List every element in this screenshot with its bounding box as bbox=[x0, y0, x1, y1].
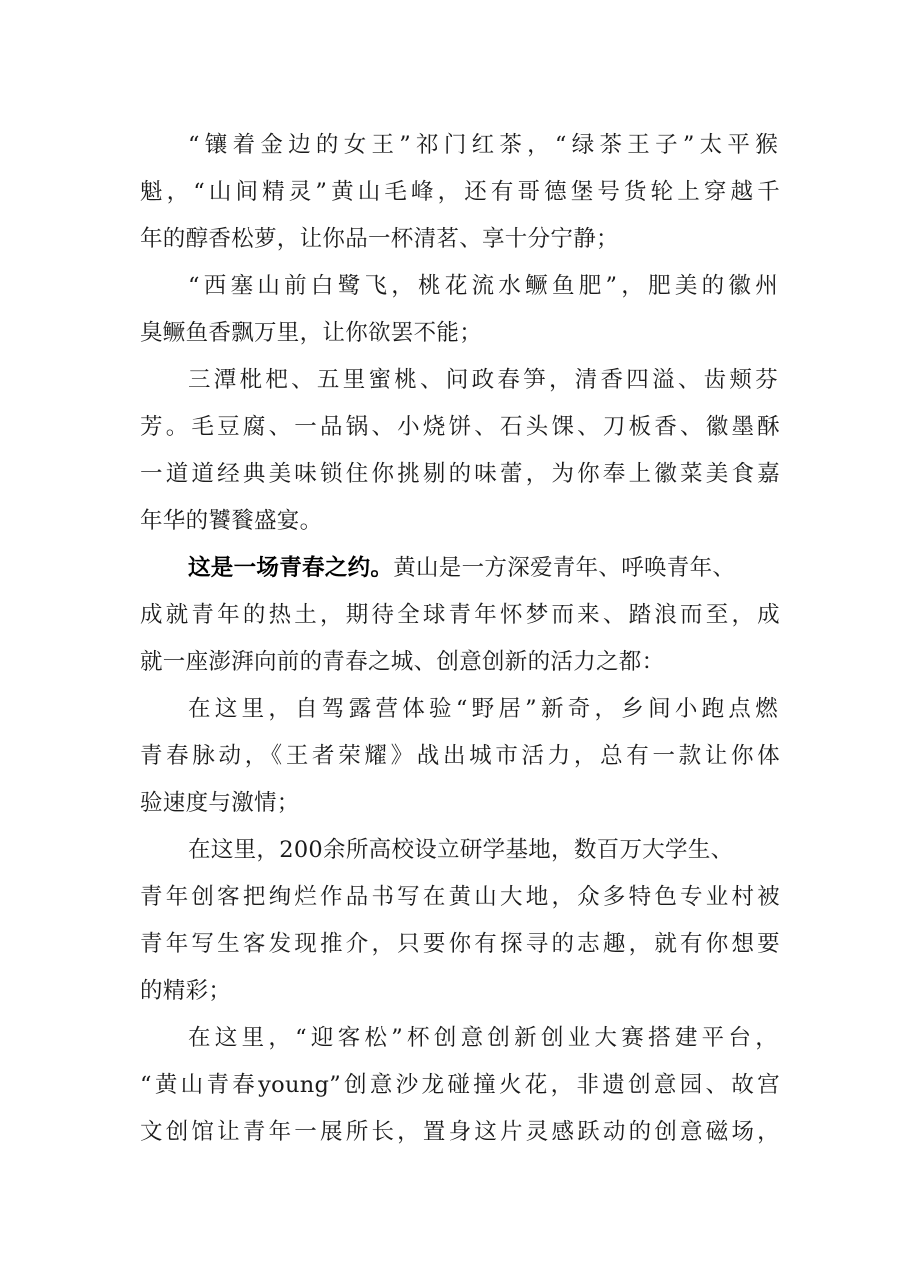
paragraph-line: 魁，“山间精灵”黄山毛峰，还有哥德堡号货轮上穿越千 bbox=[140, 179, 780, 205]
paragraph-line: 黄山是一方深爱青年、呼唤青年、 bbox=[393, 555, 736, 581]
paragraph-line: 验速度与激情； bbox=[140, 790, 300, 816]
paragraph-line: 年的醇香松萝，让你品一杯清茗、享十分宁静； bbox=[140, 226, 619, 252]
paragraph-line: 一道道经典美味锁住你挑剔的味蕾，为你奉上徽菜美食嘉 bbox=[140, 461, 780, 487]
paragraph-line: 成就青年的热土，期待全球青年怀梦而来、踏浪而至，成 bbox=[140, 602, 780, 628]
paragraph-line: 青春脉动，《王者荣耀》战出城市活力，总有一款让你体 bbox=[140, 743, 780, 769]
bold-lead-phrase: 这是一场青春之约。 bbox=[188, 555, 394, 581]
paragraph-line: 青年写生客发现推介，只要你有探寻的志趣，就有你想要 bbox=[140, 931, 780, 957]
paragraph-line: “黄山青春young”创意沙龙碰撞火花，非遗创意园、故宫 bbox=[140, 1072, 780, 1098]
paragraph-line: 在这里，200余所高校设立研学基地，数百万大学生、 bbox=[188, 837, 734, 863]
paragraph-line: 在这里，“迎客松”杯创意创新创业大赛搭建平台， bbox=[188, 1025, 778, 1051]
paragraph-line: “镶着金边的女王”祁门红茶，“绿茶王子”太平猴 bbox=[188, 132, 778, 158]
paragraph-line-with-lead bbox=[188, 548, 783, 588]
paragraph-line: “西塞山前白鹭飞，桃花流水鳜鱼肥”，肥美的徽州 bbox=[188, 273, 778, 299]
paragraph-line: 芳。毛豆腐、一品锅、小烧饼、石头馃、刀板香、徽墨酥 bbox=[140, 414, 780, 440]
paragraph-line: 年华的饕餮盛宴。 bbox=[140, 508, 323, 534]
paragraph-line: 的精彩； bbox=[140, 978, 232, 1004]
paragraph-line: 文创馆让青年一展所长，置身这片灵感跃动的创意磁场， bbox=[140, 1119, 780, 1145]
paragraph-line: 青年创客把绚烂作品书写在黄山大地，众多特色专业村被 bbox=[140, 884, 780, 910]
paragraph-line: 三潭枇杷、五里蜜桃、问政春笋，清香四溢、齿颊芬 bbox=[188, 367, 778, 393]
paragraph-line: 在这里，自驾露营体验“野居”新奇，乡间小跑点燃 bbox=[188, 696, 778, 722]
paragraph-line: 就一座澎湃向前的青春之城、创意创新的活力之都： bbox=[140, 649, 665, 675]
paragraph-line: 臭鳜鱼香飘万里，让你欲罢不能； bbox=[140, 320, 483, 346]
